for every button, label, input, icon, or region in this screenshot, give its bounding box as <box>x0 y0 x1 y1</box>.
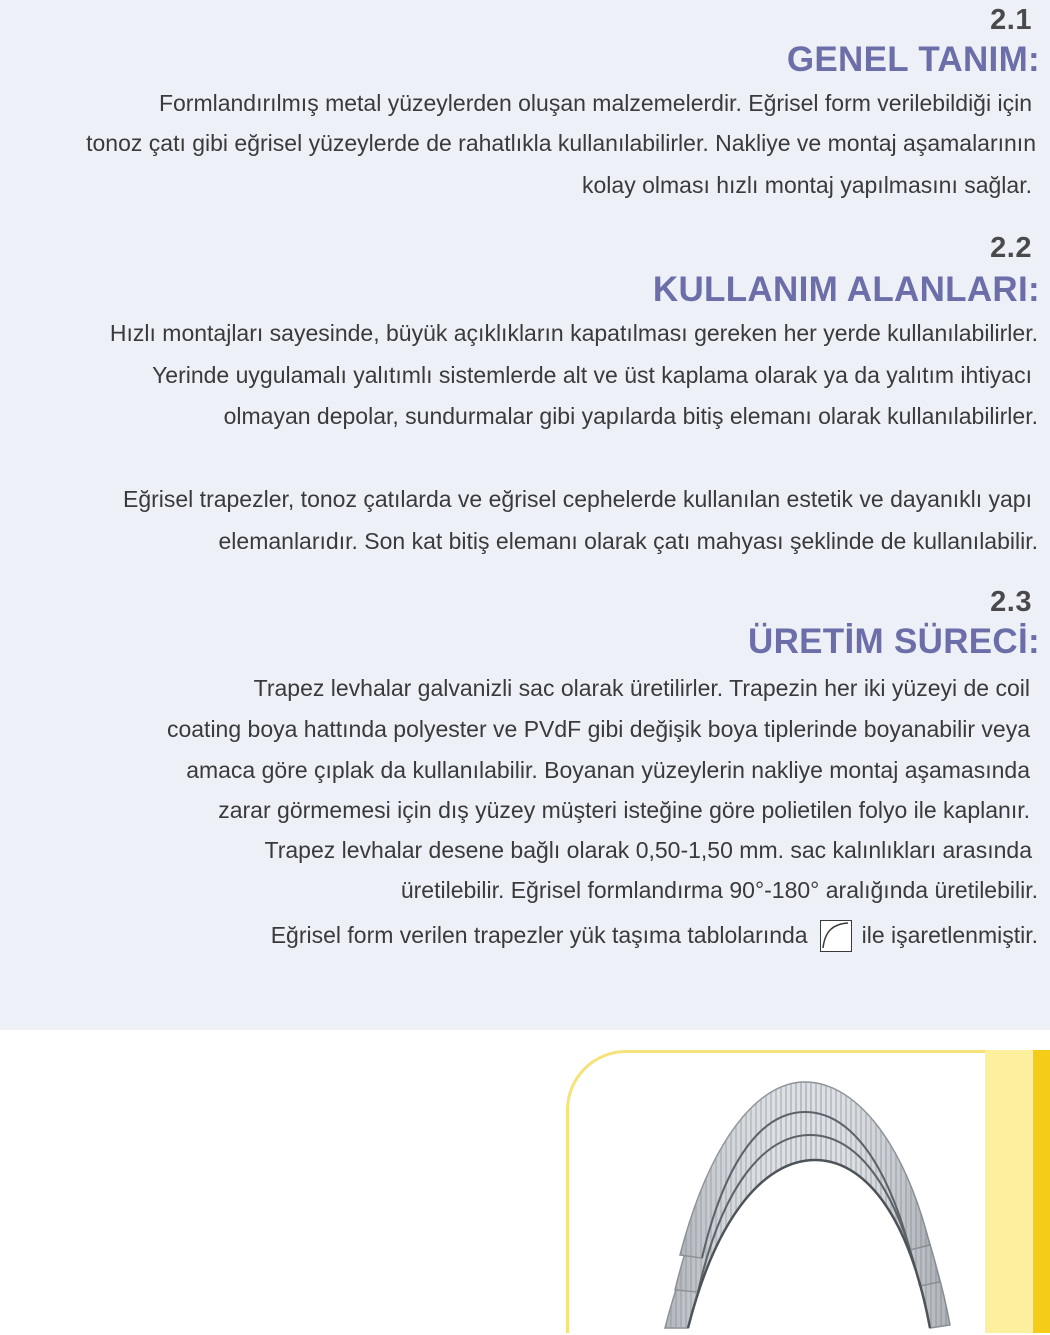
paragraph-line-with-icon <box>271 920 1038 952</box>
paragraph-line: amaca göre çıplak da kullanılabilir. Boyanan yüzeylerin nakliye montaj aşamasında <box>186 757 1030 783</box>
paragraph-line: kolay olması hızlı montaj yapılmasını sağlar. <box>582 172 1032 198</box>
section-title: KULLANIM ALANLARI: <box>652 270 1040 309</box>
paragraph-text: ile işaretlenmiştir. <box>861 922 1038 948</box>
paragraph-line: tonoz çatı gibi eğrisel yüzeylerde de rahatlıkla kullanılabilirler. Nakliye ve montaj aşamalarının <box>86 130 1036 156</box>
paragraph-line: Formlandırılmış metal yüzeylerden oluşan malzemelerdir. Eğrisel form verilebildiği için <box>158 90 1032 116</box>
section-title: ÜRETİM SÜRECİ: <box>748 622 1040 661</box>
paragraph-line: Yerinde uygulamalı yalıtımlı sistemlerde alt ve üst kaplama olarak ya da yalıtım ihtiyacı <box>152 362 1032 388</box>
curved-trapezoid-sheet-image <box>640 1060 970 1335</box>
section-number: 2.1 <box>990 4 1032 36</box>
section-number: 2.2 <box>990 232 1032 264</box>
paragraph-line: Trapez levhalar desene bağlı olarak 0,50-1,50 mm. sac kalınlıkları arasında <box>264 837 1032 863</box>
curved-form-icon <box>820 920 852 952</box>
paragraph-line: zarar görmemesi için dış yüzey müşteri isteğine göre polietilen folyo ile kaplanır. <box>218 797 1030 823</box>
paragraph-line: olmayan depolar, sundurmalar gibi yapılarda bitiş elemanı olarak kullanılabilirler. <box>223 403 1038 429</box>
accent-stripe-light <box>985 1050 1033 1333</box>
paragraph-line: Trapez levhalar galvanizli sac olarak üretilirler. Trapezin her iki yüzeyi de coil <box>253 675 1030 701</box>
section-title: GENEL TANIM: <box>786 40 1040 79</box>
section-number: 2.3 <box>990 586 1032 618</box>
paragraph-line: Eğrisel trapezler, tonoz çatılarda ve eğrisel cephelerde kullanılan estetik ve dayanıklı yapı <box>122 486 1032 512</box>
paragraph-line: coating boya hattında polyester ve PVdF gibi değişik boya tiplerinde boyanabilir veya <box>166 716 1030 742</box>
paragraph-line: Hızlı montajları sayesinde, büyük açıklıkların kapatılması gereken her yerde kullanılabilirler. <box>109 320 1038 346</box>
paragraph-line: elemanlarıdır. Son kat bitiş elemanı olarak çatı mahyası şeklinde de kullanılabilir. <box>218 528 1038 554</box>
paragraph-text: Eğrisel form verilen trapezler yük taşıma tablolarında <box>270 922 808 948</box>
paragraph-line: üretilebilir. Eğrisel formlandırma 90°-180° aralığında üretilebilir. <box>400 877 1038 903</box>
accent-stripe-dark <box>1033 1050 1050 1333</box>
